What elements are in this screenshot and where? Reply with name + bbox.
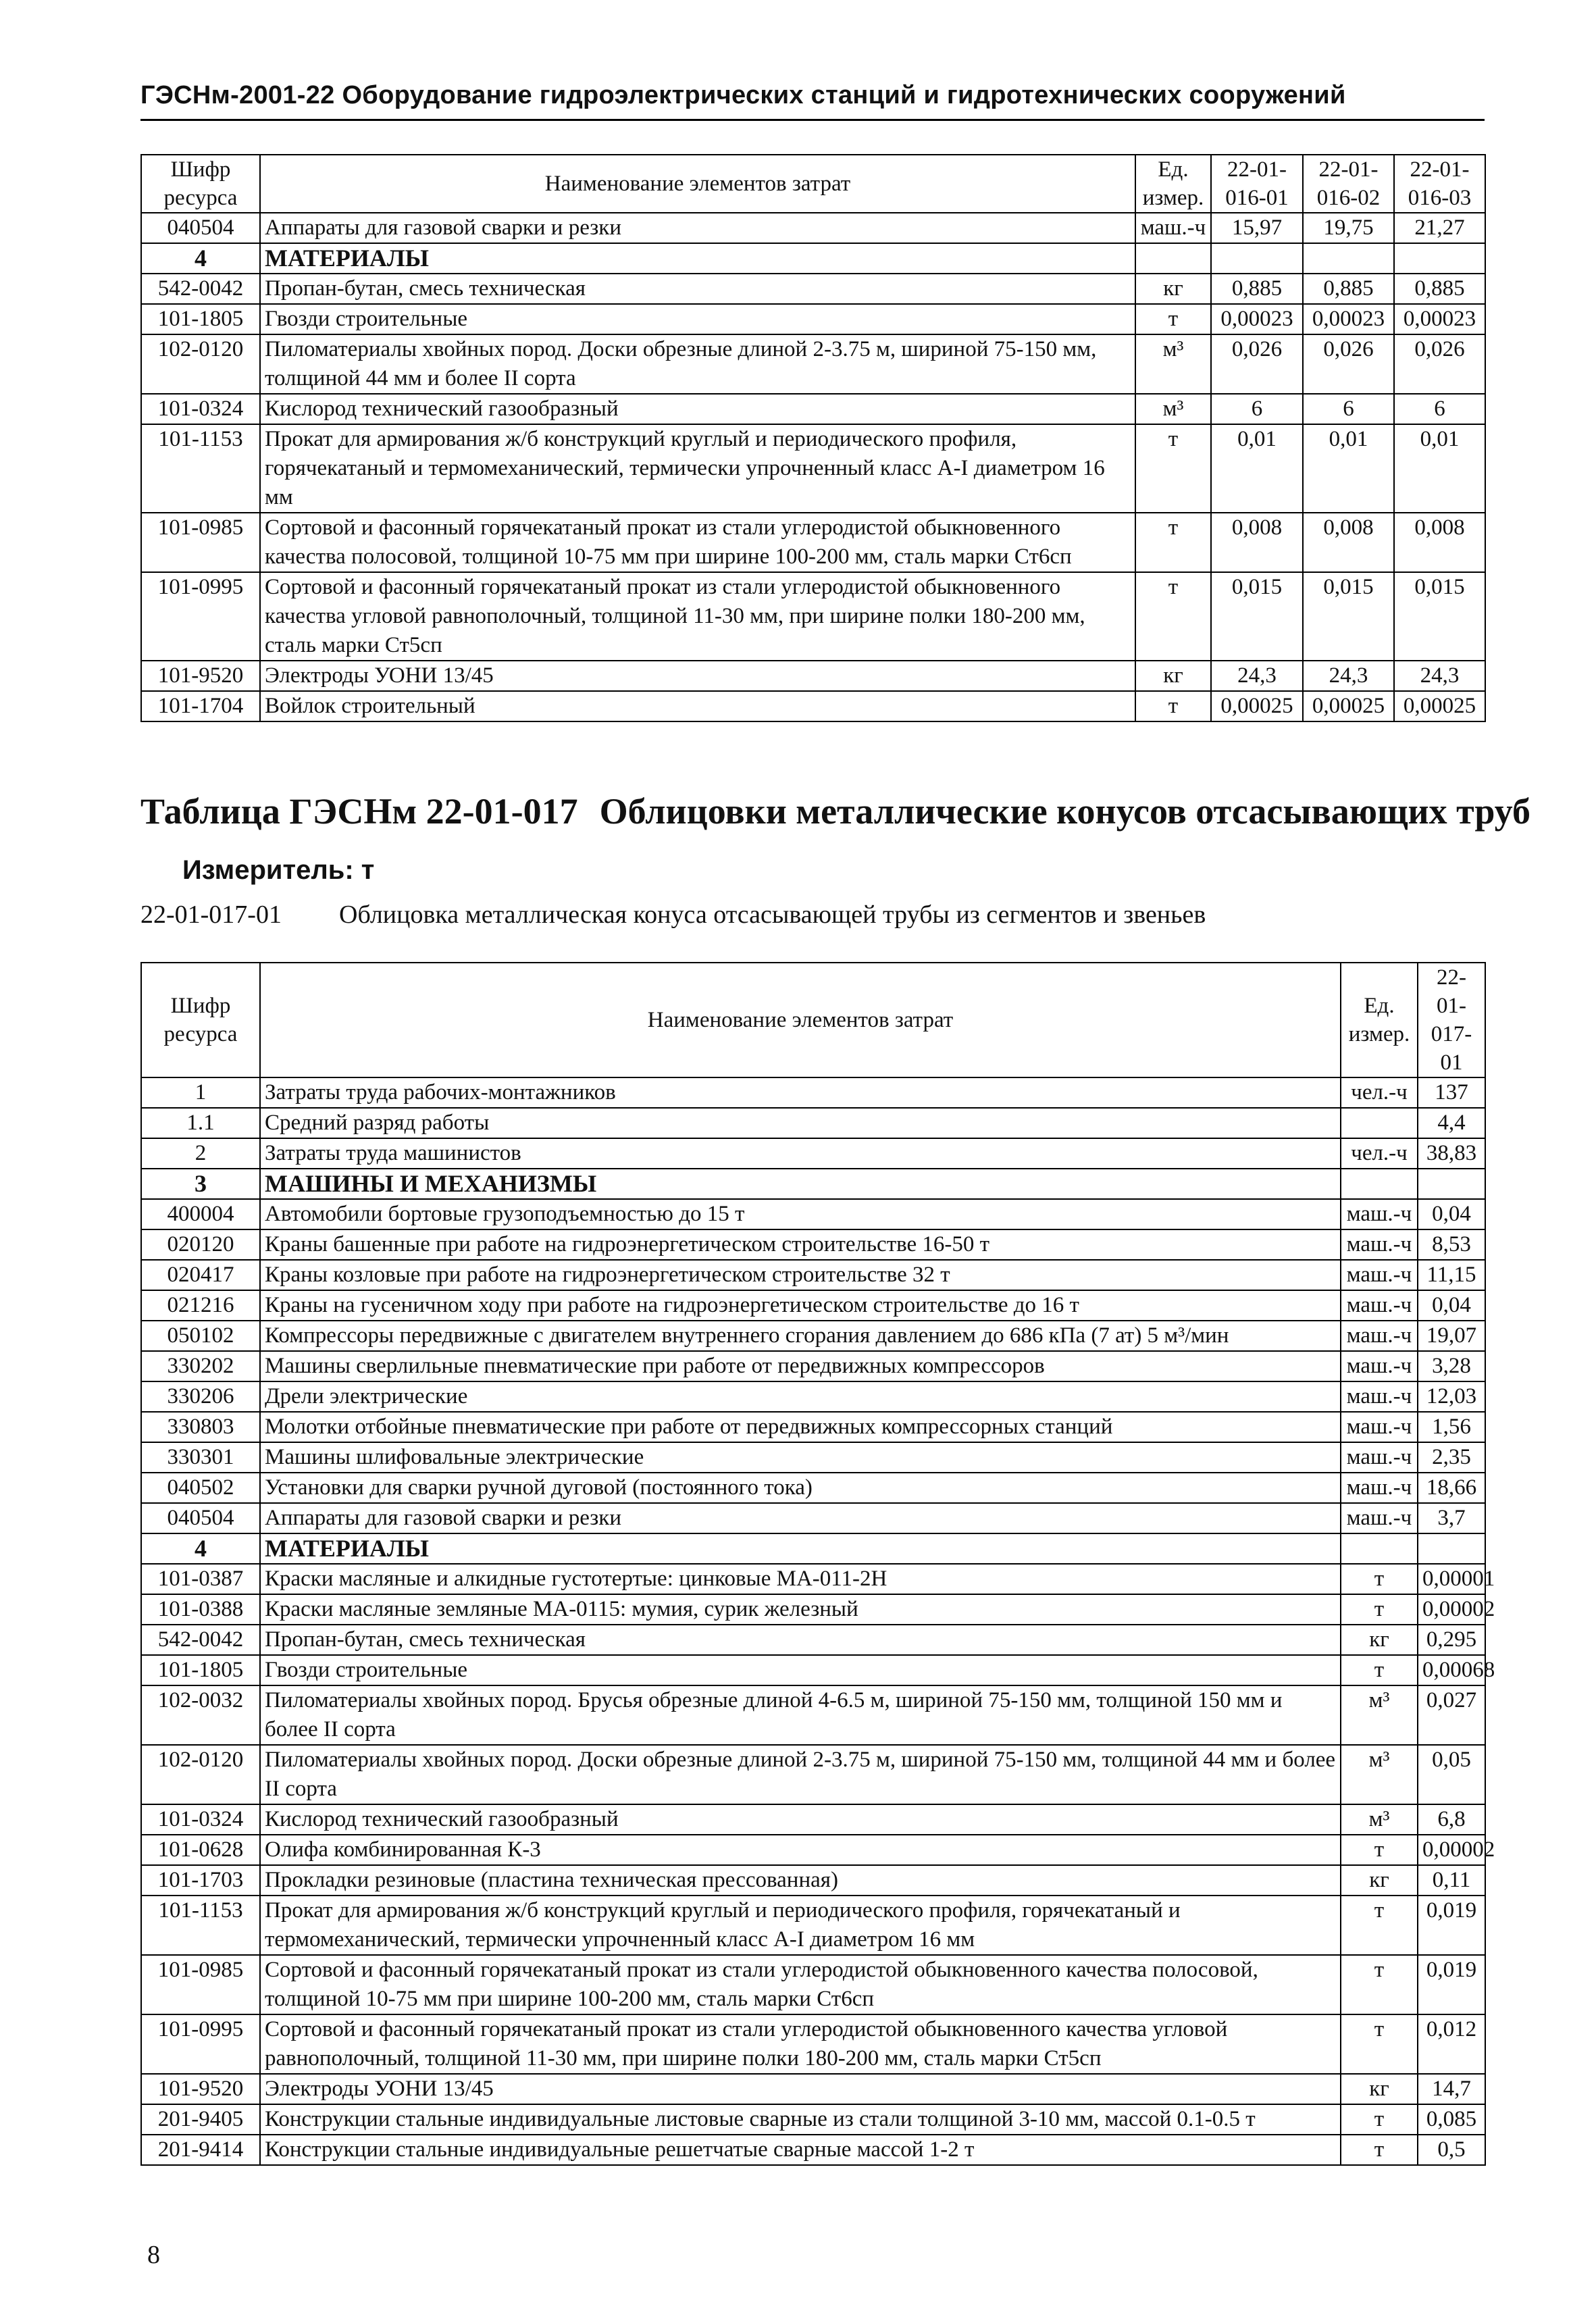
norm-value: 0,885 (1394, 274, 1485, 304)
table-body (141, 213, 1485, 721)
resource-name: Гвозди строительные (260, 304, 1135, 334)
resource-code: 101-0388 (141, 1594, 260, 1625)
table-row (141, 513, 1485, 572)
table-row (141, 213, 1485, 243)
norm-value: 0,019 (1418, 1955, 1485, 2014)
table-number: Таблица ГЭСНм 22-01-017 (140, 791, 578, 832)
norm-value: 14,7 (1418, 2074, 1485, 2104)
resource-name: Сортовой и фасонный горячекатаный прокат из стали углеродистой обыкновенного качества полосовой, толщиной 10-75 мм при ширине 100-200 мм, сталь марки Ст6сп (260, 1955, 1341, 2014)
norm-value: 0,00001 (1418, 1564, 1485, 1594)
resource-code: 201-9414 (141, 2135, 260, 2165)
unit-of-measure: кг (1341, 1865, 1418, 1896)
resource-code: 020417 (141, 1260, 260, 1290)
norm-value: 3,7 (1418, 1503, 1485, 1533)
norm-value: 0,008 (1211, 513, 1303, 572)
resource-code: 101-0324 (141, 394, 260, 424)
table-row (141, 1955, 1485, 2014)
table-row (141, 572, 1485, 661)
table-row (141, 1625, 1485, 1655)
resource-code: 101-1153 (141, 424, 260, 513)
table-row (141, 243, 1485, 274)
resource-code: 020120 (141, 1229, 260, 1260)
resource-code: 4 (141, 243, 260, 274)
resource-code: 101-1805 (141, 304, 260, 334)
page-number: 8 (147, 2241, 160, 2269)
resource-name: Краны козловые при работе на гидроэнергетическом строительстве 32 т (260, 1260, 1341, 1290)
table-row (141, 1804, 1485, 1835)
unit-of-measure: маш.-ч (1341, 1503, 1418, 1533)
norm-value: 0,026 (1394, 334, 1485, 394)
table-row (141, 2104, 1485, 2135)
unit-of-measure: маш.-ч (1341, 1290, 1418, 1321)
table-row (141, 1138, 1485, 1169)
norm-value: 6 (1303, 394, 1394, 424)
norm-value: 0,04 (1418, 1290, 1485, 1321)
norm-value: 12,03 (1418, 1381, 1485, 1412)
norm-value: 19,07 (1418, 1321, 1485, 1351)
column-header-016-01: 22-01-016-01 (1211, 155, 1303, 213)
norm-value: 0,015 (1211, 572, 1303, 661)
table-name: Облицовки металлические конусов отсасывающих труб (599, 791, 1530, 832)
norm-value: 0,01 (1211, 424, 1303, 513)
unit-of-measure: м³ (1341, 1804, 1418, 1835)
item-name: Облицовка металлическая конуса отсасывающей трубы из сегментов и звеньев (339, 900, 1206, 929)
unit-of-measure: т (1341, 1835, 1418, 1865)
unit-of-measure: т (1135, 513, 1211, 572)
table-row (141, 1896, 1485, 1955)
resource-name: Прокат для армирования ж/б конструкций круглый и периодического профиля, горячекатаный и термомеханический, термически упрочненный класс А-I диаметром 16 мм (260, 1896, 1341, 1955)
unit-of-measure: кг (1135, 661, 1211, 691)
unit-of-measure: т (1341, 1594, 1418, 1625)
table-row (141, 274, 1485, 304)
unit-of-measure: т (1341, 2014, 1418, 2074)
unit-of-measure: маш.-ч (1341, 1412, 1418, 1442)
measurer-label: Измеритель: т (182, 855, 375, 885)
column-header-name: Наименование элементов затрат (260, 155, 1135, 213)
resource-name: Войлок строительный (260, 691, 1135, 721)
resource-name: Пропан-бутан, смесь техническая (260, 1625, 1341, 1655)
resource-name: Краны башенные при работе на гидроэнергетическом строительстве 16-50 т (260, 1229, 1341, 1260)
resource-name: Гвозди строительные (260, 1655, 1341, 1685)
norm-value: 0,04 (1418, 1199, 1485, 1229)
resource-code: 2 (141, 1138, 260, 1169)
resource-name: Пиломатериалы хвойных пород. Доски обрезные длиной 2-3.75 м, шириной 75-150 мм, толщиной 44 мм и более II сорта (260, 1745, 1341, 1804)
resource-name: Кислород технический газообразный (260, 1804, 1341, 1835)
resource-name: Затраты труда машинистов (260, 1138, 1341, 1169)
norm-value: 24,3 (1394, 661, 1485, 691)
resource-code: 1 (141, 1077, 260, 1108)
table-row (141, 2135, 1485, 2165)
norm-value: 0,05 (1418, 1745, 1485, 1804)
unit-of-measure: маш.-ч (1341, 1229, 1418, 1260)
table-row (141, 1745, 1485, 1804)
resource-name: Сортовой и фасонный горячекатаный прокат из стали углеродистой обыкновенного качества полосовой, толщиной 10-75 мм при ширине 100-200 мм, сталь марки Ст6сп (260, 513, 1135, 572)
table-body (141, 1077, 1495, 2165)
header-divider (140, 119, 1485, 121)
norm-value: 0,00025 (1394, 691, 1485, 721)
resource-name: Олифа комбинированная К-3 (260, 1835, 1341, 1865)
norm-value: 0,00023 (1211, 304, 1303, 334)
norm-value: 21,27 (1394, 213, 1485, 243)
norm-value: 0,885 (1211, 274, 1303, 304)
column-header-016-03: 22-01-016-03 (1394, 155, 1485, 213)
resource-code: 4 (141, 1533, 260, 1564)
resource-code: 040504 (141, 213, 260, 243)
norm-value (1211, 243, 1303, 274)
unit-of-measure: т (1135, 424, 1211, 513)
norm-value: 0,008 (1394, 513, 1485, 572)
resource-code: 542-0042 (141, 274, 260, 304)
table-row (141, 1594, 1485, 1625)
unit-of-measure: чел.-ч (1341, 1077, 1418, 1108)
norm-value: 0,01 (1394, 424, 1485, 513)
norm-value: 4,4 (1418, 1108, 1485, 1138)
unit-of-measure: м³ (1341, 1685, 1418, 1745)
resource-code: 040504 (141, 1503, 260, 1533)
norm-value (1394, 243, 1485, 274)
resource-name: Дрели электрические (260, 1381, 1341, 1412)
unit-of-measure: т (1135, 572, 1211, 661)
column-header-code: Шифр ресурса (141, 963, 260, 1077)
resource-name: Конструкции стальные индивидуальные решетчатые сварные массой 1-2 т (260, 2135, 1341, 2165)
table-row (141, 1865, 1485, 1896)
norm-value: 0,295 (1418, 1625, 1485, 1655)
resource-code: 400004 (141, 1199, 260, 1229)
unit-of-measure: маш.-ч (1341, 1442, 1418, 1473)
table-row (141, 1321, 1485, 1351)
norm-value: 15,97 (1211, 213, 1303, 243)
unit-of-measure (1341, 1169, 1418, 1199)
resource-code: 101-0628 (141, 1835, 260, 1865)
resource-code: 330206 (141, 1381, 260, 1412)
column-header-code: Шифр ресурса (141, 155, 260, 213)
resource-code: 101-0387 (141, 1564, 260, 1594)
norm-value: 137 (1418, 1077, 1485, 1108)
unit-of-measure: чел.-ч (1341, 1138, 1418, 1169)
resource-name: Электроды УОНИ 13/45 (260, 661, 1135, 691)
resource-code: 1.1 (141, 1108, 260, 1138)
unit-of-measure: т (1341, 2135, 1418, 2165)
column-header-name: Наименование элементов затрат (260, 963, 1341, 1077)
table-row (141, 661, 1485, 691)
norm-value: 0,00023 (1394, 304, 1485, 334)
table-row (141, 1473, 1485, 1503)
unit-of-measure: т (1341, 1655, 1418, 1685)
resource-code: 101-1704 (141, 691, 260, 721)
table-row (141, 1199, 1485, 1229)
norm-value: 0,00023 (1303, 304, 1394, 334)
resource-name: МАТЕРИАЛЫ (260, 1533, 1341, 1564)
unit-of-measure: маш.-ч (1341, 1199, 1418, 1229)
unit-of-measure: маш.-ч (1341, 1473, 1418, 1503)
norm-value: 19,75 (1303, 213, 1394, 243)
unit-of-measure: кг (1341, 1625, 1418, 1655)
resource-name: Машины сверлильные пневматические при работе от передвижных компрессоров (260, 1351, 1341, 1381)
column-header-017-01: 22-01-017-01 (1418, 963, 1485, 1077)
table-row (141, 304, 1485, 334)
norm-value: 6 (1211, 394, 1303, 424)
resource-name: Краски масляные земляные МА-0115: мумия, сурик железный (260, 1594, 1341, 1625)
table-row (141, 1835, 1485, 1865)
resource-code: 101-0985 (141, 1955, 260, 2014)
table-title (140, 790, 1530, 832)
table-row (141, 1564, 1485, 1594)
unit-of-measure: кг (1135, 274, 1211, 304)
table-row (141, 1503, 1485, 1533)
resource-name: Компрессоры передвижные с двигателем внутреннего сгорания давлением до 686 кПа (7 ат) 5 м³/мин (260, 1321, 1341, 1351)
resource-name: МАШИНЫ И МЕХАНИЗМЫ (260, 1169, 1341, 1199)
table-row (141, 1108, 1485, 1138)
unit-of-measure: т (1135, 304, 1211, 334)
norm-value: 0,015 (1394, 572, 1485, 661)
column-header-016-02: 22-01-016-02 (1303, 155, 1394, 213)
norm-value: 0,01 (1303, 424, 1394, 513)
resource-name: Прокладки резиновые (пластина техническая прессованная) (260, 1865, 1341, 1896)
unit-of-measure: кг (1341, 2074, 1418, 2104)
table-row (141, 2014, 1485, 2074)
table-row (141, 1077, 1485, 1108)
resource-name: Конструкции стальные индивидуальные листовые сварные из стали толщиной 3-10 мм, массой 0.1-0.5 т (260, 2104, 1341, 2135)
resource-code: 102-0032 (141, 1685, 260, 1745)
resource-name: Прокат для армирования ж/б конструкций круглый и периодического профиля, горячекатаный и термомеханический, термически упрочненный класс А-I диаметром 16 мм (260, 424, 1135, 513)
norm-value: 0,026 (1303, 334, 1394, 394)
unit-of-measure: т (1341, 1896, 1418, 1955)
norm-value: 6,8 (1418, 1804, 1485, 1835)
norm-value: 24,3 (1211, 661, 1303, 691)
norm-value: 0,015 (1303, 572, 1394, 661)
resource-code: 040502 (141, 1473, 260, 1503)
resource-code: 330803 (141, 1412, 260, 1442)
table-row (141, 1533, 1485, 1564)
norm-value: 0,00025 (1303, 691, 1394, 721)
norm-value: 38,83 (1418, 1138, 1485, 1169)
table-row (141, 1381, 1485, 1412)
resource-code: 101-0995 (141, 572, 260, 661)
unit-of-measure: маш.-ч (1135, 213, 1211, 243)
resource-name: Пропан-бутан, смесь техническая (260, 274, 1135, 304)
unit-of-measure: маш.-ч (1341, 1381, 1418, 1412)
unit-of-measure: т (1135, 691, 1211, 721)
resource-name: Электроды УОНИ 13/45 (260, 2074, 1341, 2104)
resource-code: 101-1153 (141, 1896, 260, 1955)
resource-name: Краски масляные и алкидные густотертые: цинковые МА-011-2Н (260, 1564, 1341, 1594)
table-row (141, 1442, 1485, 1473)
table-row (141, 1169, 1485, 1199)
norm-value: 1,56 (1418, 1412, 1485, 1442)
resource-table-017 (140, 962, 1495, 2166)
norm-value: 11,15 (1418, 1260, 1485, 1290)
norm-value: 0,885 (1303, 274, 1394, 304)
norm-value: 8,53 (1418, 1229, 1485, 1260)
resource-name: Сортовой и фасонный горячекатаный прокат из стали углеродистой обыкновенного качества угловой равнополочный, толщиной 11-30 мм, при ширине полки 180-200 мм, сталь марки Ст5сп (260, 572, 1135, 661)
norm-value: 0,11 (1418, 1865, 1485, 1896)
table-row (141, 1351, 1485, 1381)
resource-name: Автомобили бортовые грузоподъемностью до 15 т (260, 1199, 1341, 1229)
table-row (141, 1229, 1485, 1260)
resource-name: Краны на гусеничном ходу при работе на гидроэнергетическом строительстве до 16 т (260, 1290, 1341, 1321)
table-row (141, 2074, 1485, 2104)
unit-of-measure: маш.-ч (1341, 1351, 1418, 1381)
resource-name: Пиломатериалы хвойных пород. Брусья обрезные длиной 4-6.5 м, шириной 75-150 мм, толщиной 150 мм и более II сорта (260, 1685, 1341, 1745)
table-row (141, 1655, 1485, 1685)
norm-value: 0,5 (1418, 2135, 1485, 2165)
resource-code: 101-0985 (141, 513, 260, 572)
unit-of-measure: т (1341, 1564, 1418, 1594)
norm-value: 0,019 (1418, 1896, 1485, 1955)
resource-name: Аппараты для газовой сварки и резки (260, 213, 1135, 243)
norm-value: 18,66 (1418, 1473, 1485, 1503)
resource-table-016 (140, 154, 1486, 722)
unit-of-measure: т (1341, 1955, 1418, 2014)
norm-value: 0,008 (1303, 513, 1394, 572)
norm-value (1418, 1169, 1485, 1199)
table-row (141, 1412, 1485, 1442)
column-header-unit: Ед. измер. (1135, 155, 1211, 213)
resource-name: Средний разряд работы (260, 1108, 1341, 1138)
table-header-row (141, 963, 1485, 1077)
norm-value: 0,00068 (1418, 1655, 1485, 1685)
resource-code: 330202 (141, 1351, 260, 1381)
norm-value: 3,28 (1418, 1351, 1485, 1381)
item-line (140, 900, 1206, 930)
table-row (141, 1685, 1485, 1745)
table-row (141, 424, 1485, 513)
norm-value: 0,012 (1418, 2014, 1485, 2074)
unit-of-measure: маш.-ч (1341, 1260, 1418, 1290)
resource-name: Сортовой и фасонный горячекатаный прокат из стали углеродистой обыкновенного качества угловой равнополочный, толщиной 11-30 мм, при ширине полки 180-200 мм, сталь марки Ст5сп (260, 2014, 1341, 2074)
norm-value (1418, 1533, 1485, 1564)
resource-code: 101-9520 (141, 2074, 260, 2104)
resource-code: 201-9405 (141, 2104, 260, 2135)
resource-code: 021216 (141, 1290, 260, 1321)
unit-of-measure: м³ (1135, 394, 1211, 424)
table-row (141, 334, 1485, 394)
table-row (141, 691, 1485, 721)
resource-code: 542-0042 (141, 1625, 260, 1655)
norm-value: 6 (1394, 394, 1485, 424)
resource-code: 101-0995 (141, 2014, 260, 2074)
resource-code: 3 (141, 1169, 260, 1199)
unit-of-measure (1341, 1108, 1418, 1138)
page-header-title: ГЭСНм-2001-22 Оборудование гидроэлектрических станций и гидротехнических сооружений (140, 81, 1346, 109)
norm-value: 2,35 (1418, 1442, 1485, 1473)
table-header-row (141, 155, 1485, 213)
table-row (141, 1290, 1485, 1321)
unit-of-measure: т (1341, 2104, 1418, 2135)
resource-name: Молотки отбойные пневматические при работе от передвижных компрессорных станций (260, 1412, 1341, 1442)
resource-code: 102-0120 (141, 1745, 260, 1804)
resource-code: 050102 (141, 1321, 260, 1351)
norm-value: 24,3 (1303, 661, 1394, 691)
unit-of-measure: маш.-ч (1341, 1321, 1418, 1351)
resource-code: 101-0324 (141, 1804, 260, 1835)
column-header-unit: Ед. измер. (1341, 963, 1418, 1077)
norm-value: 0,085 (1418, 2104, 1485, 2135)
resource-name: Установки для сварки ручной дуговой (постоянного тока) (260, 1473, 1341, 1503)
unit-of-measure: м³ (1135, 334, 1211, 394)
unit-of-measure (1341, 1533, 1418, 1564)
resource-code: 101-1805 (141, 1655, 260, 1685)
table-row (141, 1260, 1485, 1290)
resource-name: Затраты труда рабочих-монтажников (260, 1077, 1341, 1108)
unit-of-measure (1135, 243, 1211, 274)
resource-name: МАТЕРИАЛЫ (260, 243, 1135, 274)
norm-value (1303, 243, 1394, 274)
resource-code: 102-0120 (141, 334, 260, 394)
unit-of-measure: м³ (1341, 1745, 1418, 1804)
norm-value: 0,00002 (1418, 1835, 1485, 1865)
item-code: 22-01-017-01 (140, 900, 282, 929)
resource-name: Кислород технический газообразный (260, 394, 1135, 424)
norm-value: 0,00002 (1418, 1594, 1485, 1625)
resource-code: 101-9520 (141, 661, 260, 691)
resource-code: 330301 (141, 1442, 260, 1473)
resource-name: Пиломатериалы хвойных пород. Доски обрезные длиной 2-3.75 м, шириной 75-150 мм, толщиной 44 мм и более II сорта (260, 334, 1135, 394)
resource-name: Аппараты для газовой сварки и резки (260, 1503, 1341, 1533)
resource-name: Машины шлифовальные электрические (260, 1442, 1341, 1473)
norm-value: 0,026 (1211, 334, 1303, 394)
norm-value: 0,027 (1418, 1685, 1485, 1745)
resource-code: 101-1703 (141, 1865, 260, 1896)
table-row (141, 394, 1485, 424)
norm-value: 0,00025 (1211, 691, 1303, 721)
